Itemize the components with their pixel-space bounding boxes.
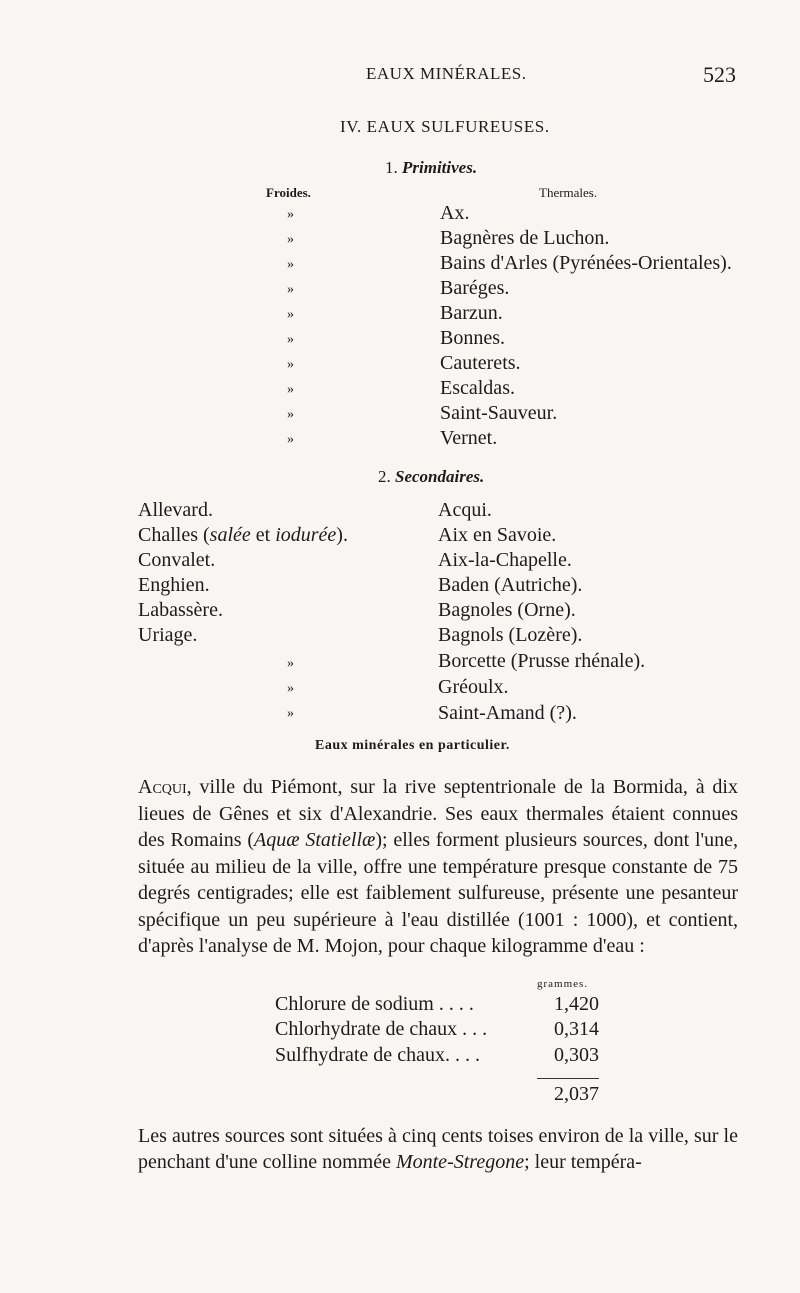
spring-name: Saint-Sauveur. <box>440 402 558 424</box>
paragraph-italic: Aquæ Statiellæ <box>254 829 376 851</box>
paragraph-text: ); elles forment plusieurs sources, dont l'une, située au milieu de la ville, offre une température presque constante de 75 degrés centigrades; elle est faiblement sulfureuse, présente une pesanteur spécifique un peu supérieure à l'eau distillée (1001 : 1000), et contient, d'après l'analyse de M. Mojon, pour chaque kilogramme d'eau : <box>138 829 738 957</box>
spring-name: Enghien. <box>138 574 210 596</box>
closing-paragraph <box>138 1123 738 1175</box>
spring-name: Barzun. <box>440 302 503 324</box>
spring-name: Baden (Autriche). <box>438 574 583 596</box>
section-title: IV. EAUX SULFUREUSES. <box>340 117 550 136</box>
spring-text: ). <box>336 524 348 546</box>
dash-mark: » <box>287 207 294 222</box>
total-value: 2,037 <box>554 1083 599 1105</box>
dash-mark: » <box>287 407 294 422</box>
paragraph-text: Les autres sources sont situées à cinq cents toises environ de la ville, sur le penchant d'une colline nommée <box>138 1125 738 1173</box>
running-title: EAUX MINÉRALES. <box>366 64 527 83</box>
column-head-thermales: Thermales. <box>539 185 598 200</box>
paragraph-text: ; leur tempéra- <box>524 1151 642 1173</box>
dash-mark: » <box>287 332 294 347</box>
spring-name: Vernet. <box>440 427 498 449</box>
spring-name: Escaldas. <box>440 377 515 399</box>
total-rule <box>537 1078 599 1079</box>
spring-name: Cauterets. <box>440 352 521 374</box>
spring-name: Borcette (Prusse rhénale). <box>438 650 646 672</box>
spring-name: Saint-Amand (?). <box>438 702 577 724</box>
spring-name: Baréges. <box>440 277 510 299</box>
spring-name: Labassère. <box>138 599 223 621</box>
secondaires-title <box>378 467 484 487</box>
spring-text: et <box>250 524 276 546</box>
primitives-label: Primitives. <box>402 158 478 177</box>
dash-mark: » <box>287 432 294 447</box>
compound-name: Chlorure de sodium . . . . <box>275 993 474 1015</box>
spring-name: Ax. <box>440 202 470 224</box>
compound-value: 0,303 <box>554 1044 599 1066</box>
page-number: 523 <box>703 62 736 87</box>
secondaires-number: 2. <box>378 467 391 486</box>
spring-name: Bagnères de Luchon. <box>440 227 610 249</box>
unit-label: grammes. <box>537 978 589 990</box>
spring-note: salée <box>209 524 251 546</box>
compound-value: 0,314 <box>554 1018 599 1040</box>
dash-mark: » <box>287 656 294 671</box>
dash-mark: » <box>287 307 294 322</box>
spring-name: Convalet. <box>138 549 216 571</box>
compound-name: Chlorhydrate de chaux . . . <box>275 1018 488 1040</box>
spring-text: Challes ( <box>138 524 210 546</box>
spring-note: iodurée <box>275 524 337 546</box>
compound-value: 1,420 <box>554 993 599 1015</box>
spring-name: Aix-la-Chapelle. <box>438 549 572 571</box>
primitives-title <box>385 158 477 178</box>
acqui-paragraph <box>138 774 738 960</box>
dash-mark: » <box>287 357 294 372</box>
column-head-froides: Froides. <box>266 185 311 200</box>
spring-name: Bains d'Arles (Pyrénées-Orientales). <box>440 252 732 274</box>
dash-mark: » <box>287 232 294 247</box>
paragraph-text: , ville du Piémont, sur la rive septentrionale de la Bormida, à dix lieues de Gênes et six d'Alexandrie. Ses eaux thermales étaient connues des Romains ( <box>138 776 738 851</box>
spring-name <box>138 524 348 547</box>
spring-name: Allevard. <box>138 499 213 521</box>
compound-name: Sulfhydrate de chaux. . . . <box>275 1044 480 1066</box>
secondaires-label: Secondaires. <box>395 467 485 486</box>
spring-name: Aix en Savoie. <box>438 524 557 546</box>
dash-mark: » <box>287 282 294 297</box>
spring-name: Bagnoles (Orne). <box>438 599 576 621</box>
particulier-heading: Eaux minérales en particulier. <box>315 738 510 753</box>
paragraph-italic: Monte-Stregone <box>395 1151 525 1173</box>
dash-mark: » <box>287 706 294 721</box>
dash-mark: » <box>287 257 294 272</box>
spring-name: Gréoulx. <box>438 676 509 698</box>
spring-name: Uriage. <box>138 624 198 646</box>
dash-mark: » <box>287 382 294 397</box>
dash-mark: » <box>287 681 294 696</box>
spring-name: Bagnols (Lozère). <box>438 624 583 646</box>
entry-term: Acqui <box>138 776 187 798</box>
spring-name: Acqui. <box>438 499 492 521</box>
spring-name: Bonnes. <box>440 327 505 349</box>
primitives-number: 1. <box>385 158 398 177</box>
